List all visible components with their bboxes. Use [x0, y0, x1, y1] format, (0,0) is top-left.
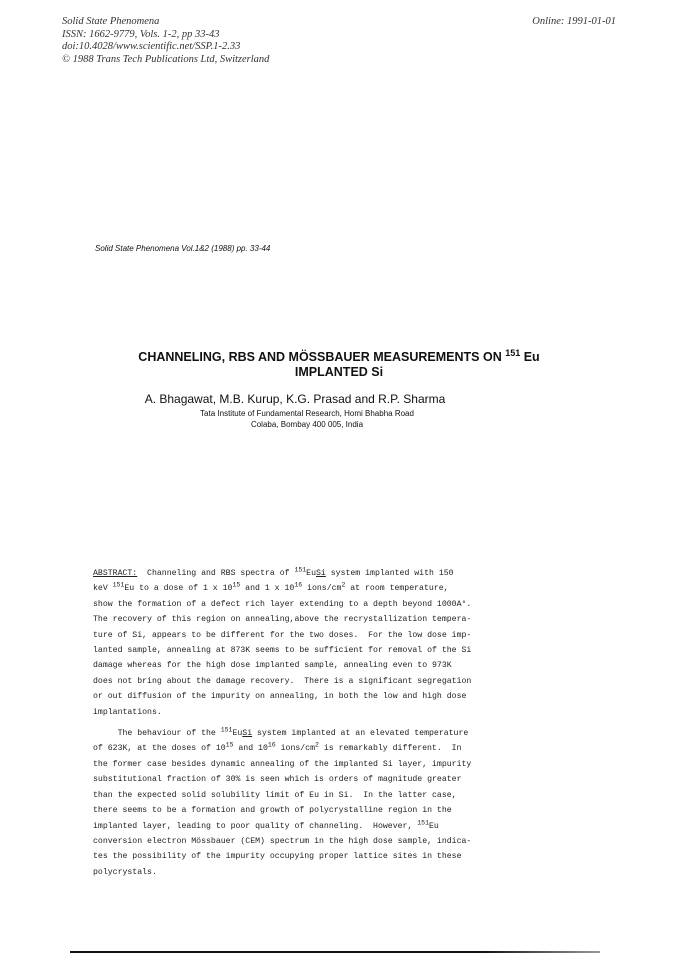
journal-reference: Solid State Phenomena Vol.1&2 (1988) pp. 33-44 — [95, 244, 271, 253]
abstract-line: lanted sample, annealing at 873K seems to be sufficient for removal of the Si — [93, 646, 472, 656]
abstract-line-1: ABSTRACT: Channeling and RBS spectra of $^{151}$EuSi system implanted with 150 — [93, 566, 454, 578]
abstract-line: show the formation of a defect rich layer extending to a depth beyond 1000A°. — [93, 599, 472, 609]
title-line-2: IMPLANTED Si — [294, 365, 384, 380]
paragraph-line: the former case besides dynamic annealing of the implanted Si layer, impurity — [93, 759, 472, 769]
paragraph-line-1: The behaviour of the $^{151}$EuSi system implanted at an elevated temperature — [93, 726, 469, 739]
paragraph-line: polycrystals. — [93, 867, 157, 877]
abstract-label: ABSTRACT: — [93, 569, 138, 578]
doi-line: doi:10.4028/www.scientific.net/SSP.1-2.33 — [62, 41, 241, 52]
title-line-1: CHANNELING, RBS AND MÖSSBAUER MEASUREMENTS ON $^{151}$ Eu — [138, 348, 540, 365]
paragraph-line: there seems to be a formation and growth of polycrystalline region in the — [93, 806, 452, 816]
abstract-line: or out diffusion of the impurity on annealing, in both the low and high dose — [93, 692, 467, 702]
abstract-line: does not bring about the damage recovery. There is a significant segregation — [93, 676, 472, 686]
abstract-line: The recovery of this region on annealing,above the recrystallization tempera- — [93, 615, 472, 625]
journal-header — [62, 16, 269, 66]
affiliation-line-2: Colaba, Bombay 400 005, India — [250, 419, 364, 429]
abstract-line: ture of Si, appears to be different for the two doses. For the low dose imp- — [93, 630, 472, 640]
journal-name: Solid State Phenomena — [62, 16, 160, 27]
abstract-line-2: keV $^{151}$Eu to a dose of 1 x $10^{15}$ and 1 x $10^{16}$ ions/$cm^2$ at room temperature, — [93, 581, 449, 594]
paragraph-line: substitutional fraction of 30% is seen which is orders of magnitude greater — [93, 775, 462, 785]
paper-title — [0, 346, 678, 380]
paragraph-line-7: implanted layer, leading to poor quality of channeling. However, $^{151}$Eu — [93, 818, 439, 831]
paragraph-line: than the expected solid solubility limit of Eu in Si. In the latter case, — [93, 790, 457, 800]
affiliation — [0, 409, 614, 430]
copyright-line: © 1988 Trans Tech Publications Ltd, Switzerland — [62, 53, 270, 65]
abstract-line: implantations. — [93, 707, 162, 717]
authors: A. Bhagawat, M.B. Kurup, K.G. Prasad and R.P. Sharma — [144, 392, 446, 406]
paragraph-line: tes the possibility of the impurity occupying proper lattice sites in these — [93, 852, 462, 862]
abstract-body — [93, 566, 533, 880]
abstract-line: damage whereas for the high dose implanted sample, annealing even to 973K — [93, 661, 452, 671]
bottom-rule — [70, 951, 600, 953]
affiliation-line-1: Tata Institute of Fundamental Research, Homi Bhabha Road — [200, 409, 414, 418]
paragraph-line: conversion electron Mössbauer (CEM) spectrum in the high dose sample, indica- — [93, 836, 472, 846]
paragraph-line-2: of 623K, at the doses of $10^{15}$ and $10^{16}$ ions/$cm^2$ is remarkably different. In — [93, 741, 462, 754]
issn-line: ISSN: 1662-9779, Vols. 1-2, pp 33-43 — [62, 28, 220, 40]
online-date: Online: 1991-01-01 — [532, 16, 616, 27]
